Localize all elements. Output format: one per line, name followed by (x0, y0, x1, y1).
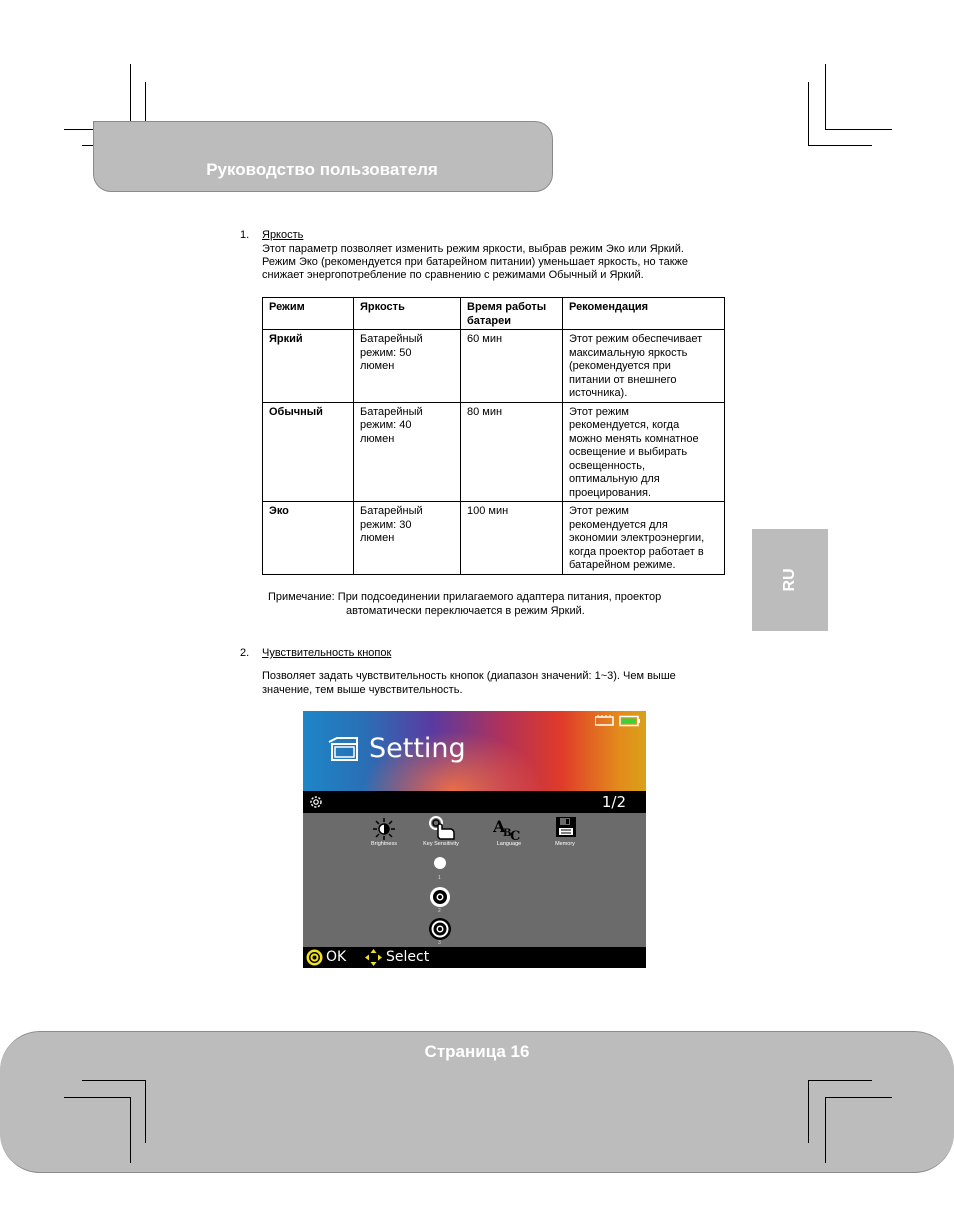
brightness-icon[interactable] (373, 818, 395, 840)
cell-line: Этот режим (569, 505, 629, 517)
table-cell-mode: Обычный (263, 402, 354, 502)
cell-line: питании от внешнего (569, 373, 677, 386)
section1-line-2: Режим Эко (рекомендуется при батарейном питании) уменьшает яркость, но также (262, 256, 689, 268)
language-tab-label: RU (781, 568, 798, 592)
cell-line: рекомендуется для (569, 518, 668, 531)
cell-line: режим: 50 (360, 346, 412, 359)
table-cell-time: 80 мин (461, 402, 563, 502)
section1-line-3: снижает энергопотребление по сравнению с режимами Обычный и Яркий. (262, 269, 644, 281)
note-line-1: Примечание: При подсоединении прилагаемого адаптера питания, проектор (268, 591, 662, 603)
table-cell-time: 100 мин (461, 502, 563, 575)
sensitivity-level-2-label: 2 (438, 908, 441, 914)
dpad-select-icon[interactable] (364, 948, 383, 967)
cell-line: экономии электроэнергии, (569, 532, 705, 544)
section2-line-2: значение, тем выше чувствительность. (262, 684, 463, 696)
memory-card-icon (595, 715, 613, 725)
table-cell-brightness (354, 402, 461, 502)
table-cell-brightness (354, 330, 461, 403)
section1-line-1: Этот параметр позволяет изменить режим яркости, выбрав режим Эко или Яркий. (262, 243, 684, 255)
language-icon[interactable] (493, 817, 523, 841)
menu-label-memory: Memory (555, 841, 575, 847)
cell-line: освещение и выбирать (569, 446, 688, 458)
table-cell-brightness (354, 502, 461, 575)
table-cell-recommendation (563, 402, 725, 502)
table-header-cell: Время работы батареи (461, 298, 563, 330)
table-header-row (263, 298, 725, 330)
svg-text:B: B (503, 828, 512, 839)
table-row (263, 402, 725, 502)
device-settings-screenshot (303, 711, 646, 968)
cell-line: люмен (360, 432, 395, 445)
svg-text:C: C (510, 829, 521, 841)
folder-icon (327, 736, 361, 762)
table-header-cell: Режим (263, 298, 354, 330)
section2-line-1: Позволяет задать чувствительность кнопок (диапазон значений: 1~3). Чем выше (262, 670, 676, 682)
cell-line: можно менять комнатное (569, 432, 699, 445)
gear-icon (309, 795, 323, 809)
ok-button-icon[interactable] (306, 949, 323, 966)
sensitivity-option-1[interactable] (434, 857, 446, 869)
cell-line: Батарейный (360, 333, 423, 345)
brightness-mode-table (262, 297, 725, 575)
memory-save-icon[interactable] (555, 816, 577, 838)
cell-line: Батарейный (360, 405, 423, 418)
section1-number: 1. (240, 229, 250, 241)
table-header-cell: Рекомендация (563, 298, 725, 330)
cell-line: люмен (360, 532, 395, 544)
menu-label-brightness: Brightness (371, 841, 397, 847)
cell-line: проецирования. (569, 486, 652, 499)
cell-line: освещенность, (569, 459, 646, 472)
key-sensitivity-icon[interactable] (428, 815, 456, 841)
cell-line: батарейном режиме. (569, 559, 676, 571)
cell-line: источника). (569, 387, 628, 399)
menu-label-key-sensitivity: Key Sensitivity (423, 841, 459, 847)
section2-heading: Чувствительность кнопок (262, 647, 392, 659)
table-cell-mode: Яркий (263, 330, 354, 403)
screen-header (303, 711, 646, 791)
cell-line: когда проектор работает в (569, 545, 704, 558)
page-number: Страница 16 (424, 1042, 530, 1061)
table-cell-time: 60 мин (461, 330, 563, 403)
status-icons (595, 715, 641, 727)
sensitivity-level-1-label: 1 (438, 875, 441, 881)
table-cell-recommendation (563, 330, 725, 403)
cell-line: рекомендуется, когда (569, 419, 680, 431)
section1-heading: Яркость (262, 229, 304, 241)
cell-line: режим: 40 (360, 419, 412, 431)
table-header-cell: Яркость (354, 298, 461, 330)
sensitivity-option-3[interactable] (428, 917, 452, 941)
ok-label: OK (326, 949, 347, 965)
note-line-2: автоматически переключается в режим Яркий. (346, 605, 585, 617)
svg-text:A: A (493, 817, 506, 836)
table-row (263, 330, 725, 403)
menu-label-language: Language (496, 841, 522, 847)
sensitivity-level-3-label: 3 (438, 940, 441, 946)
table-row (263, 502, 725, 575)
cell-line: Батарейный (360, 505, 423, 517)
page-indicator: 1/2 (601, 793, 626, 811)
header-title: Руководство пользователя (206, 160, 438, 179)
header-banner (93, 121, 553, 192)
screen-subheader (303, 791, 646, 813)
sensitivity-option-2[interactable] (429, 886, 451, 908)
cell-line: Этот режим обеспечивает (569, 333, 703, 345)
table-cell-recommendation (563, 502, 725, 575)
table-cell-mode: Эко (263, 502, 354, 575)
cell-line: режим: 30 (360, 518, 412, 531)
cell-line: Этот режим (569, 405, 629, 418)
section2-number: 2. (240, 647, 250, 659)
battery-icon (620, 717, 640, 726)
cell-line: максимальную яркость (569, 346, 688, 359)
cell-line: (рекомендуется при (569, 360, 671, 372)
select-label: Select (386, 949, 430, 965)
screen-title: Setting (369, 733, 466, 764)
language-tab (752, 529, 828, 631)
cell-line: люмен (360, 360, 395, 372)
cell-line: оптимальную для (569, 473, 660, 485)
screen-footer (303, 947, 646, 968)
